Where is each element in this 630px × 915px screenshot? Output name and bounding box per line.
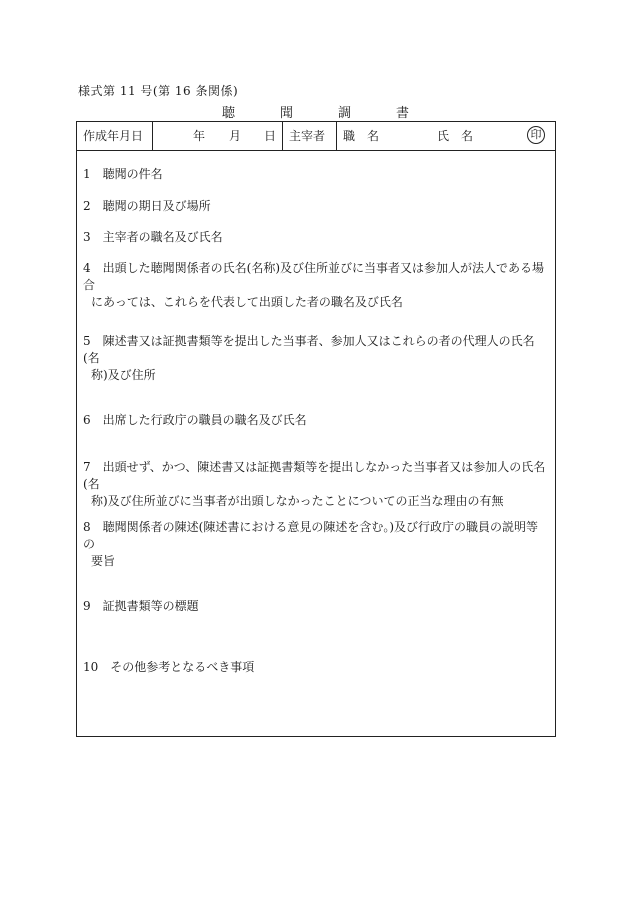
item-text: その他参考となるべき事項 bbox=[110, 660, 255, 674]
item-7 bbox=[83, 459, 549, 510]
title-char: 調 bbox=[338, 106, 352, 121]
item-8 bbox=[83, 519, 549, 570]
divider bbox=[282, 122, 283, 150]
year-label[interactable]: 年 bbox=[193, 129, 206, 143]
divider bbox=[336, 122, 337, 150]
item-5 bbox=[83, 333, 549, 384]
title-char: 聞 bbox=[280, 106, 294, 121]
item-9 bbox=[83, 598, 549, 615]
item-text: 出頭せず、かつ、陳述書又は証拠書類等を提出しなかった当事者又は参加人の氏名(名 bbox=[83, 460, 546, 491]
item-number: 9 bbox=[83, 599, 91, 613]
form-reference: 様式第 11 号(第 16 条関係) bbox=[78, 84, 239, 98]
presider-label: 主宰者 bbox=[289, 129, 326, 143]
item-text: 証拠書類等の標題 bbox=[102, 599, 199, 613]
header-row bbox=[77, 122, 555, 151]
position-label[interactable]: 職 名 bbox=[343, 129, 380, 143]
seal-icon: 印 bbox=[527, 126, 545, 144]
item-number: 8 bbox=[83, 520, 91, 534]
item-text: 聴聞の件名 bbox=[102, 167, 163, 181]
item-text: 陳述書又は証拠書類等を提出した当事者、参加人又はこれらの者の代理人の氏名(名 bbox=[83, 334, 535, 365]
name-label[interactable]: 氏 名 bbox=[437, 129, 474, 143]
item-text-cont: にあっては、これらを代表して出頭した者の職名及び氏名 bbox=[91, 295, 403, 309]
item-number: 6 bbox=[83, 413, 91, 427]
item-number: 3 bbox=[83, 230, 91, 244]
item-text: 出席した行政庁の職員の職名及び氏名 bbox=[102, 413, 307, 427]
day-label[interactable]: 日 bbox=[264, 129, 277, 143]
item-number: 7 bbox=[83, 460, 91, 474]
month-label[interactable]: 月 bbox=[229, 129, 242, 143]
divider bbox=[152, 122, 153, 150]
item-text: 出頭した聴聞関係者の氏名(名称)及び住所並びに当事者又は参加人が法人である場合 bbox=[83, 261, 545, 292]
item-text: 聴聞の期日及び場所 bbox=[102, 199, 211, 213]
item-number: 5 bbox=[83, 334, 91, 348]
item-number: 10 bbox=[83, 660, 99, 674]
document-title bbox=[0, 102, 630, 121]
item-1 bbox=[83, 166, 549, 183]
date-label: 作成年月日 bbox=[83, 129, 144, 143]
item-3 bbox=[83, 229, 549, 246]
title-char: 書 bbox=[396, 106, 410, 121]
item-10 bbox=[83, 659, 549, 676]
item-number: 1 bbox=[83, 167, 91, 181]
item-text: 聴聞関係者の陳述(陳述書における意見の陳述を含む。)及び行政庁の職員の説明等の bbox=[83, 520, 539, 551]
item-6 bbox=[83, 412, 549, 429]
item-number: 2 bbox=[83, 199, 91, 213]
title-char: 聴 bbox=[222, 106, 236, 121]
item-number: 4 bbox=[83, 261, 91, 275]
item-text-cont: 称)及び住所 bbox=[91, 368, 156, 382]
form-frame bbox=[76, 121, 556, 737]
item-text: 主宰者の職名及び氏名 bbox=[102, 230, 223, 244]
item-text-cont: 称)及び住所並びに当事者が出頭しなかったことについての正当な理由の有無 bbox=[91, 494, 504, 508]
item-2 bbox=[83, 198, 549, 215]
item-text-cont: 要旨 bbox=[91, 554, 116, 568]
item-4 bbox=[83, 260, 549, 311]
